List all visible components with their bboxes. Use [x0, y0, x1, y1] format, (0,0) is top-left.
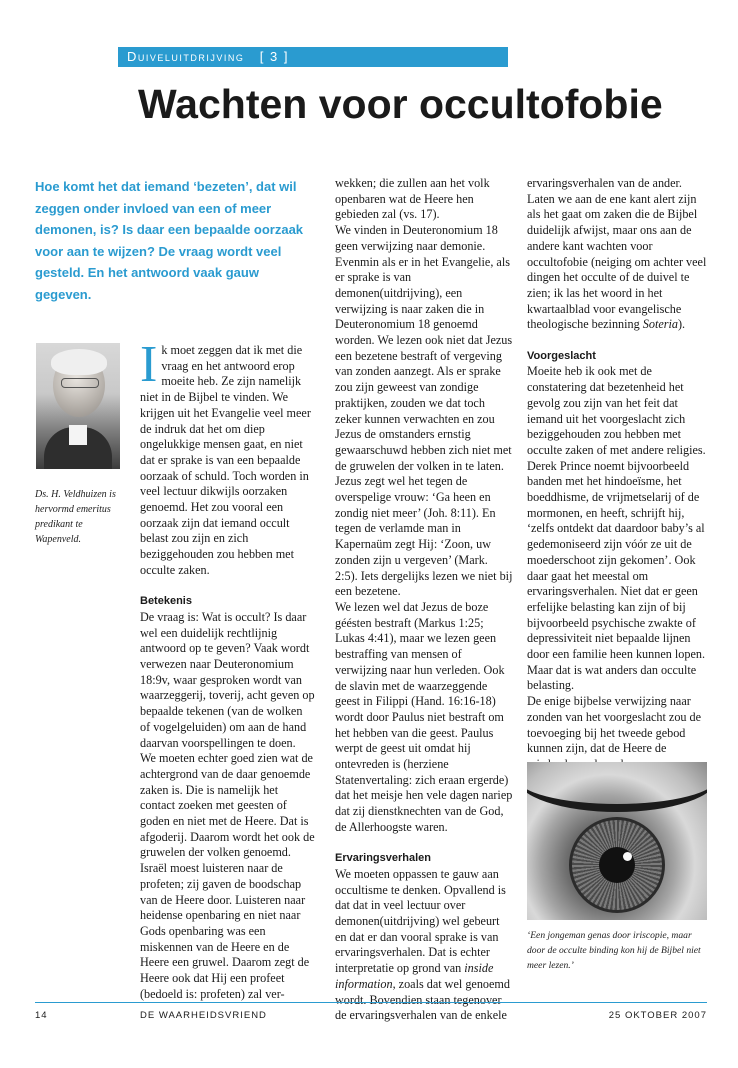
- section-banner: [118, 47, 508, 67]
- section-banner-number: [ 3 ]: [259, 49, 289, 64]
- col1-p1-text: k moet zeggen dat ik met die vraag en het antwoord erop moeite heb. Ze zijn namelijk niet in de Bijbel te vinden. We krijgen uit het Evangelie veel meer de indruk dat het om diep ongelukkige mensen gaat, en niet dat er sprake is van een bepaalde oorzaak of schuld. Toch worden in veel lectuur dikwijls oorzaken genoemd. Het zou vooral een oorzaak zijn dat iemand occult belast zou zijn en zich beziggehouden zou hebben met occulte zaken.: [140, 343, 311, 577]
- col1-paragraph: We moeten echter goed zien wat de achtergrond van de daar genoemde zaken is. Die is namelijk het contact zoeken met geesten of goden en niet met de Heere. Dat is afgoderij. Daarom wordt het ook de gruwelen der volken genoemd. Israël moest luisteren naar de profeten; zij gaven de boodschap van de Heere door. Luisteren naar heidense openbaring en niet naar Gods openbaring was een miskennen van de Heere en de Heere een gruwel. Daarom zegt de Heere ook dat Hij een profeet (bedoeld is: profeten) zal ver-: [140, 751, 315, 1001]
- col3-p1a-text: ervaringsverhalen van de ander. Laten we aan de ene kant alert zijn als het gaat om zaken die de Bijbel duidelijk afwijst, maar ons aan de andere kant wachten voor occultofobie (neiging om achter veel dingen het occulte of de duivel te zien; ik las het woord in het kwartaalblad voor evangelische theologische bezinning: [527, 176, 707, 332]
- page-number: 14: [35, 1010, 48, 1021]
- article-column-1: [140, 336, 315, 1003]
- col1-paragraph: [140, 336, 315, 579]
- magazine-name: DE WAARHEIDSVRIEND: [140, 1010, 267, 1021]
- issue-date: 25 OKTOBER 2007: [608, 1010, 707, 1021]
- intro-text: Hoe komt het dat iemand ‘bezeten’, dat wil zeggen onder invloed van een of meer demonen, is? Is daar een bepaalde oorzaak voor aan te wijzen? De vraag wordt veel gesteld. En het antwoord vaak gauw gegeven.: [35, 179, 304, 302]
- col1-paragraph: De vraag is: Wat is occult? Is daar wel een duidelijk rechtlijnig antwoord op te geven? Vaak wordt verwezen naar Deuteronomium 18:9v, waar gesproken wordt van waarzeggerij, toverij, acht geven op bepaalde tekenen (van de wolken of vogelgeluiden) om aan de hand daarvan voorspellingen te doen.: [140, 609, 315, 750]
- col2-paragraph: wekken; die zullen aan het volk openbaren wat de Heere hen gebieden zal (vs. 17).: [335, 176, 490, 222]
- subheading-voorgeslacht: Voorgeslacht: [527, 349, 596, 362]
- eye-photo: [527, 762, 707, 920]
- author-photo: [36, 343, 120, 469]
- col3-p1c-text: ).: [677, 317, 686, 332]
- eye-caption: ‘Een jongeman genas door iriscopie, maar door de occulte binding kon hij de Bijbel niet meer lezen.’: [527, 930, 701, 971]
- article-column-3: [527, 176, 707, 773]
- col2-paragraph: We lezen wel dat Jezus de boze géésten bestraft (Markus 1:25; Lukas 4:41), maar we lezen geen bestraffing van mensen of verwijzing naar hun verleden. Ook de slavin met de waarzeggende geest in Filippi (Hand. 16:16-18) wordt door Paulus niet bestraft om het hebben van die geest. Paulus werpt de geest uit omdat hij ontevreden is (herziene Statenvertaling: zich eraan ergerde) dat het meisje hen vele dagen nariep dat zij dienstknechten van de God, de Allerhoogste waren.: [335, 599, 513, 834]
- col2-p4a-text: We moeten oppassen te gauw aan occultisme te denken. Opvallend is dat dat in veel lectuur over demonen(uitdrijving) wel gebeurt en dat er dan vooral sprake is van ervaringsverhalen. Dat is echter interpretatie op grond van: [335, 866, 506, 976]
- col2-paragraph: [335, 867, 513, 1024]
- italic-term: Soteria: [642, 317, 678, 332]
- italic-term: inside information: [335, 961, 494, 991]
- col3-paragraph: [527, 176, 707, 333]
- subheading-ervaringsverhalen: Ervaringsverhalen: [335, 852, 431, 865]
- page-title: Wachten voor occultofobie: [138, 81, 663, 127]
- col2-p4c-text: , zoals dat wel genoemd wordt. Bovendien staan tegenover de ervaringsverhalen van de enkele: [335, 976, 510, 1023]
- col3-paragraph: De enige bijbelse verwijzing naar zonden van het voorgeslacht zou de toevoeging bij het tweede gebod kunnen zijn, dat de Heere de: [527, 694, 702, 756]
- article-column-2: [335, 176, 513, 1024]
- section-banner-title: Duiveluitdrijving: [127, 49, 245, 64]
- author-caption: Ds. H. Veldhuizen is hervormd emeritus predikant te Wapenveld.: [35, 489, 116, 545]
- col3-paragraph: Moeite heb ik ook met de constatering dat bezetenheid het gevolg zou zijn van het feit dat iemand uit het voorgeslacht zich beziggehouden zou hebben met occulte zaken of met andere religies. Derek Prince noemt bijvoorbeeld banden met het hindoeïsme, het boeddhisme, de vrijmetselarij of de mormonen, en heeft, schrijft hij, ‘zelfs ontdekt dat daardoor baby’s al gedemoniseerd zijn vóór ze uit de moederschoot zijn gekomen’. Ook daar gaat het meestal om ervaringsverhalen. Niet dat er geen erfelijke belasting kan zijn of bij bijvoorbeeld psychische zwakte of depressiviteit niet bepaalde lijnen door een familie heen kunnen lopen. Maar dat is wat anders dan occulte belasting.: [527, 364, 706, 693]
- drop-cap: I: [140, 336, 158, 393]
- footer-divider: [35, 1002, 707, 1003]
- subheading-betekenis: Betekenis: [140, 595, 192, 608]
- col2-paragraph: We vinden in Deuteronomium 18 geen verwijzing naar demonie. Evenmin als er in het Evangelie, als er sprake is van demonen(uitdrijving), een verwijzing is naar zaken die in Deuteronomium 18 genoemd worden. We lezen ook niet dat Jezus een bezetene bestraft of vergeving van zonden aanzegt. Als er sprake zou zijn geweest van zondige praktijken, zouden we dat toch zeker kunnen verwachten en zou Jezus de omstanders ernstig gewaarschuwd hebben zich niet met de gruwelen der volken in te laten. Jezus zegt wel het tegen de overspelige vrouw: ‘Ga heen en zondig niet meer’ (Joh. 8:11). En tegen de verlamde man in Kapernaüm zegt Hij: ‘Zoon, uw zonden zijn u vergeven’ (Mark. 2:5). Iets dergelijks lezen we niet bij een bezetene.: [335, 223, 513, 599]
